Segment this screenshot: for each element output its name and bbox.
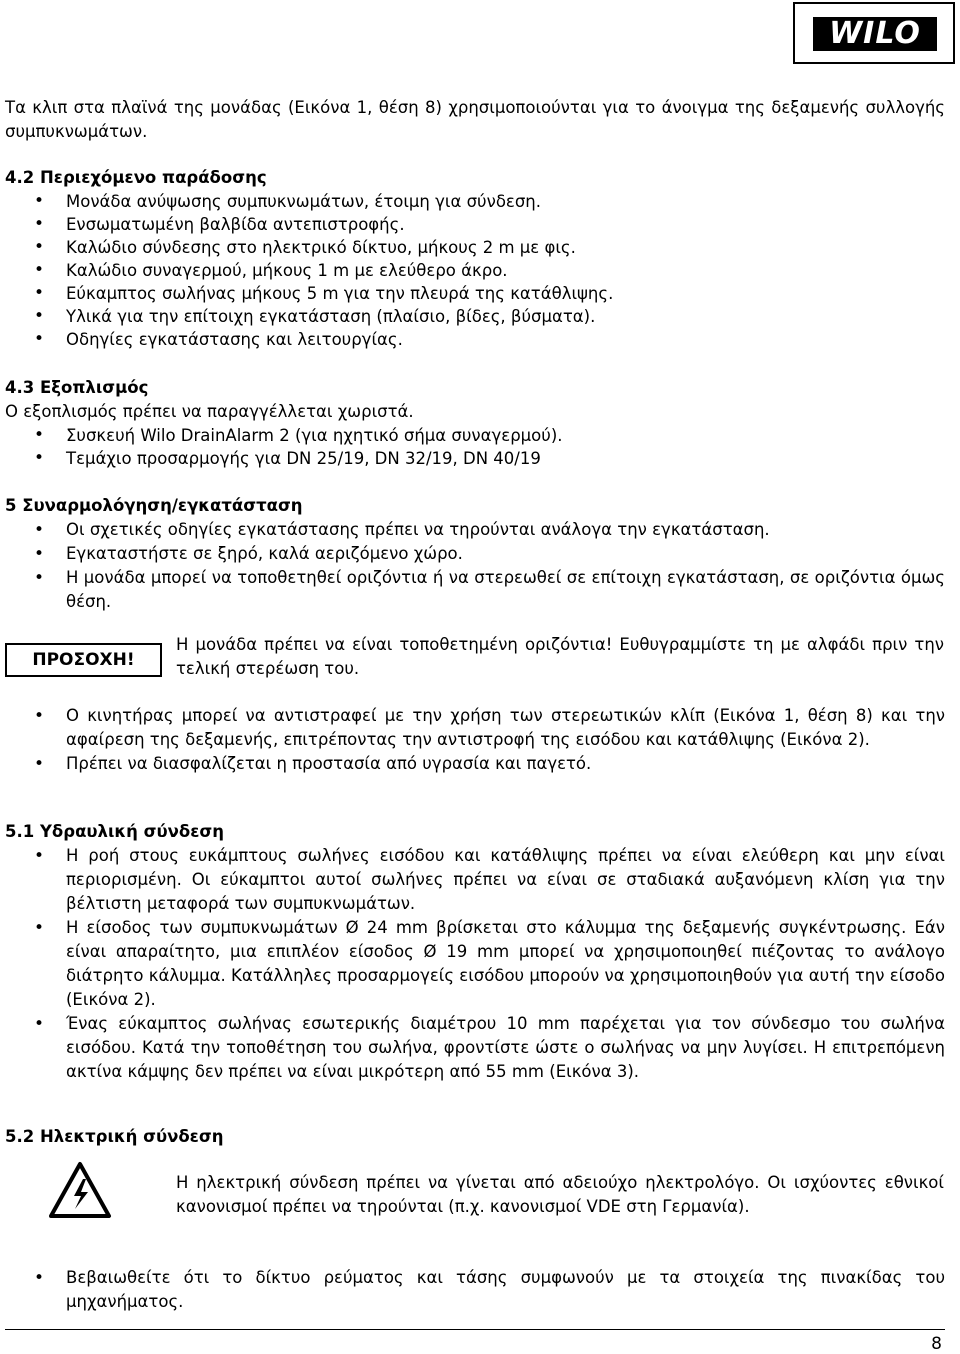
section-4-3-heading: 4.3 Εξοπλισμός: [5, 378, 149, 397]
list-item: • Υλικά για την επίτοιχη εγκατάσταση (πλαίσιο, βίδες, βύσματα).: [0, 305, 945, 328]
intro-paragraph: Τα κλιπ στα πλαϊνά της μονάδας (Εικόνα 1, θέση 8) χρησιμοποιούνται για το άνοιγμα της δεξαμενής συλλογής συμπυκνωμάτων.: [5, 98, 945, 141]
section-5-1-heading: 5.1 Υδραυλική σύνδεση: [5, 822, 224, 841]
list-item: • Συσκευή Wilo DrainAlarm 2 (για ηχητικό σήμα συναγερμού).: [0, 424, 945, 447]
warning-label: ΠΡΟΣΟΧΗ!: [5, 643, 162, 677]
page-number: 8: [931, 1334, 942, 1354]
footer-divider: [5, 1329, 945, 1330]
section-5-2-heading: 5.2 Ηλεκτρική σύνδεση: [5, 1127, 224, 1146]
installation-list: [0, 518, 945, 614]
wilo-logo: [793, 2, 955, 64]
list-item: • Ενσωματωμένη βαλβίδα αντεπιστροφής.: [0, 213, 945, 236]
list-item: • Καλώδιο σύνδεσης στο ηλεκτρικό δίκτυο, μήκους 2 m με φις.: [0, 236, 945, 259]
list-item: • Οι σχετικές οδηγίες εγκατάστασης πρέπει να τηρούνται ανάλογα την εγκατάσταση.: [0, 518, 945, 542]
list-item: • Η ροή στους ευκάμπτους σωλήνες εισόδου και κατάθλιψης πρέπει να είναι ελεύθερη και μην είναι περιορισμένη. Οι εύκαμπτοι αυτοί σωλήνες πρέπει να είναι σε σταδιακά αυξανόμενη κλίση για την βέλτιστη μεταφορά των συμπυκνωμάτων.: [0, 844, 945, 916]
installation-list-continued: [0, 704, 945, 776]
list-item: • Καλώδιο συναγερμού, μήκους 1 m με ελεύθερο άκρο.: [0, 259, 945, 282]
list-item: • Ένας εύκαμπτος σωλήνας εσωτερικής διαμέτρου 10 mm παρέχεται για τον σύνδεσμο του σωλήνα εισόδου. Κατά την τοποθέτηση του σωλήνα, φροντίστε ώστε ο σωλήνας να μην λυγίσει. Η επιτρεπόμενη ακτίνα κάμψης δεν πρέπει να είναι μικρότερη από 55 mm (Εικόνα 3).: [0, 1012, 945, 1084]
section-5-heading: 5 Συναρμολόγηση/εγκατάσταση: [5, 496, 303, 515]
electrical-hazard-icon: [48, 1161, 112, 1219]
section-4-2-heading: 4.2 Περιεχόμενο παράδοσης: [5, 168, 267, 187]
equipment-list: [0, 424, 945, 470]
electrical-connection-text: Η ηλεκτρική σύνδεση πρέπει να γίνεται από αδειούχο ηλεκτρολόγο. Οι ισχύοντες εθνικοί κανονισμοί πρέπει να τηρούνται (π.χ. κανονισμοί VDE στη Γερμανία).: [176, 1173, 944, 1216]
list-item: • Τεμάχιο προσαρμογής για DN 25/19, DN 32/19, DN 40/19: [0, 447, 945, 470]
list-item: • Εύκαμπτος σωλήνας μήκους 5 m για την πλευρά της κατάθλιψης.: [0, 282, 945, 305]
list-item: • Οδηγίες εγκατάστασης και λειτουργίας.: [0, 328, 945, 351]
list-item: • Η είσοδος των συμπυκνωμάτων Ø 24 mm βρίσκεται στο κάλυμμα της δεξαμενής συγκέντρωσης. Εάν είναι απαραίτητο, μια επιπλέον είσοδος Ø 19 mm μπορεί να χρησιμοποιηθεί πιέζοντας το ανάλογο διάτρητο κάλυμμα. Κατάλληλες προσαρμογείς εισόδου μπορούν να χρησιμοποιηθούν για αυτή την είσοδο (Εικόνα 2).: [0, 916, 945, 1012]
list-item: • Βεβαιωθείτε ότι το δίκτυο ρεύματος και τάσης συμφωνούν με τα στοιχεία της πινακίδας του μηχανήματος.: [0, 1266, 945, 1314]
electrical-connection-list: [0, 1266, 945, 1314]
list-item: • Μονάδα ανύψωσης συμπυκνωμάτων, έτοιμη για σύνδεση.: [0, 190, 945, 213]
list-item: • Πρέπει να διασφαλίζεται η προστασία από υγρασία και παγετό.: [0, 752, 945, 776]
list-item: • Ο κινητήρας μπορεί να αντιστραφεί με την χρήση των στερεωτικών κλίπ (Εικόνα 1, θέση 8) και την αφαίρεση της δεξαμενής, επιτρέποντας την αντιστροφή της εισόδου και κατάθλιψης (Εικόνα 2).: [0, 704, 945, 752]
equipment-intro: Ο εξοπλισμός πρέπει να παραγγέλλεται χωριστά.: [5, 402, 414, 421]
logo-text: WILO: [813, 17, 937, 51]
list-item: • Εγκαταστήστε σε ξηρό, καλά αεριζόμενο χώρο.: [0, 542, 945, 566]
list-item: • Η μονάδα μπορεί να τοποθετηθεί οριζόντια ή να στερεωθεί σε επίτοιχη εγκατάσταση, σε οριζόντια όμως θέση.: [0, 566, 945, 614]
hydraulic-connection-list: [0, 844, 945, 1084]
warning-text: Η μονάδα πρέπει να είναι τοποθετημένη οριζόντια! Ευθυγραμμίστε τη με αλφάδι πριν την τελική στερέωση του.: [176, 635, 944, 678]
delivery-contents-list: [0, 190, 945, 351]
